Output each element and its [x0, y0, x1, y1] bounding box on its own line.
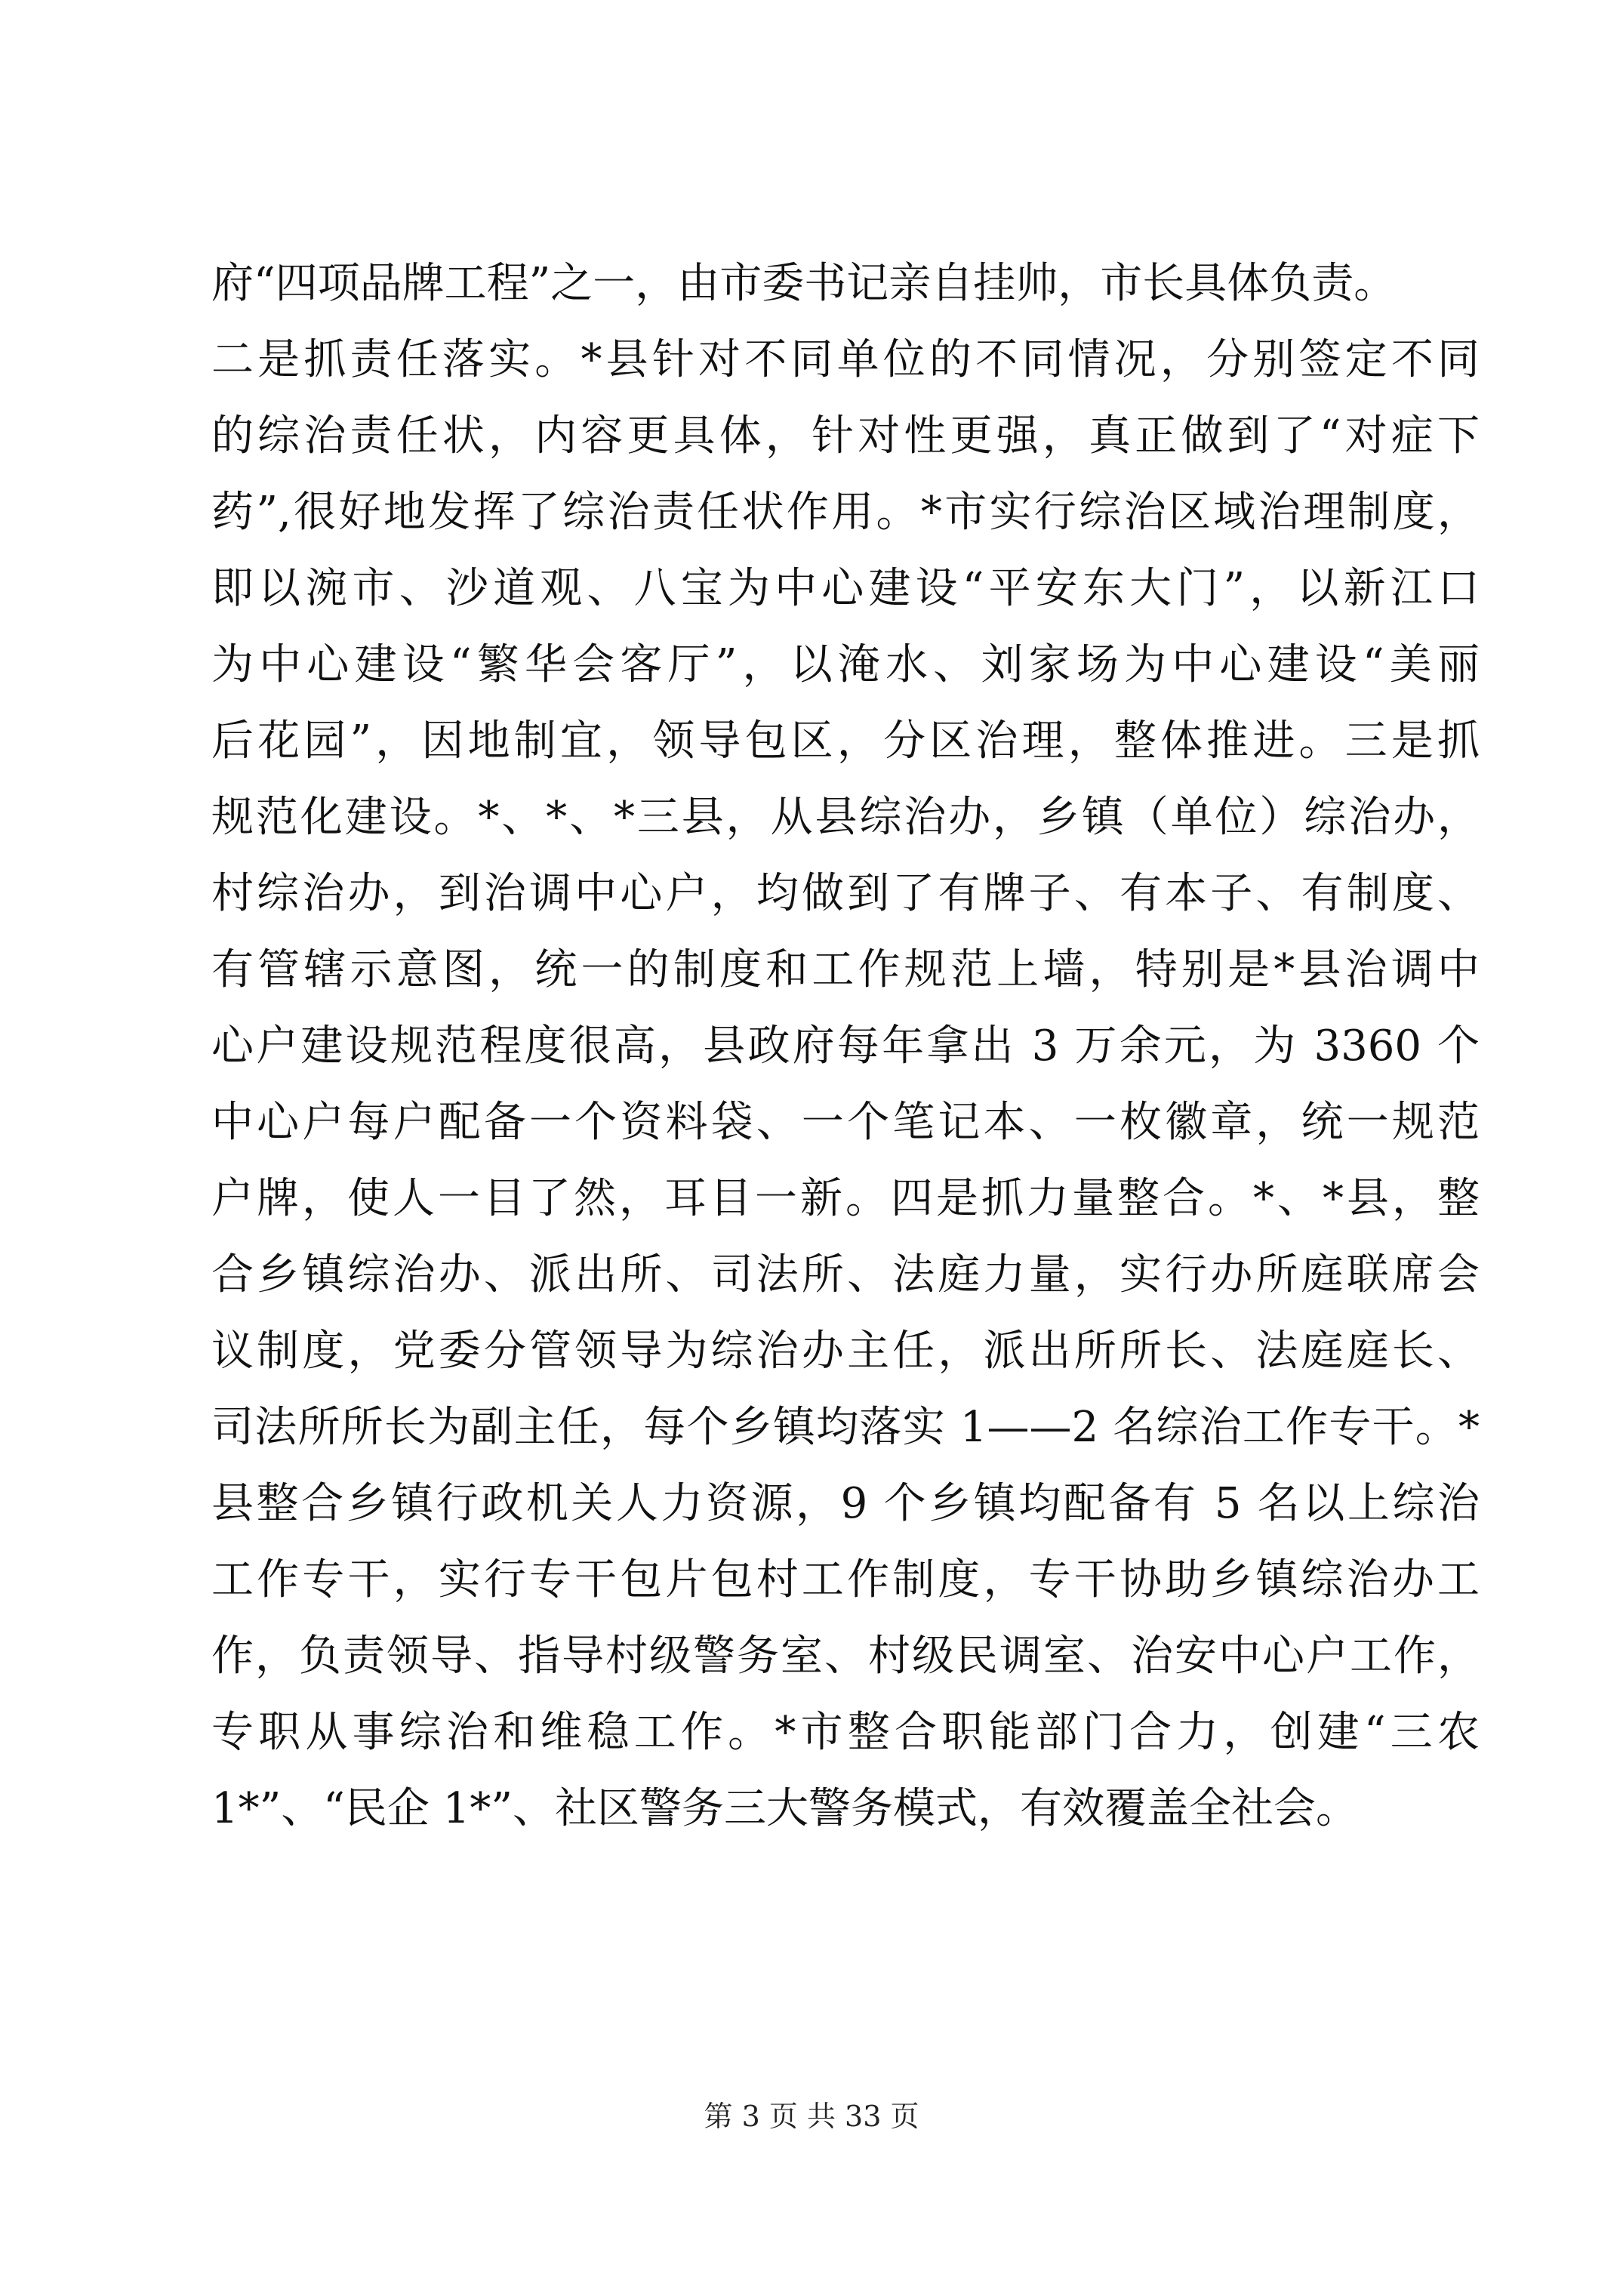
text-line: 规范化建设。*、*、*三县，从县综治办，乡镇（单位）综治办， — [211, 793, 1480, 842]
text-line: 有管辖示意图，统一的制度和工作规范上墙，特别是*县治调中 — [211, 945, 1480, 994]
text-line: 药”,很好地发挥了综治责任状作用。*市实行综治区域治理制度， — [211, 488, 1480, 537]
text-line: 户牌，使人一目了然，耳目一新。四是抓力量整合。*、*县，整 — [211, 1174, 1480, 1223]
text-line: 议制度，党委分管领导为综治办主任，派出所所长、法庭庭长、 — [211, 1327, 1480, 1376]
text-line: 后花园”，因地制宜，领导包区，分区治理，整体推进。三是抓 — [211, 717, 1480, 766]
text-line: 二是抓责任落实。*县针对不同单位的不同情况，分别签定不同 — [211, 335, 1480, 384]
text-line: 作，负责领导、指导村级警务室、村级民调室、治安中心户工作， — [211, 1632, 1480, 1681]
text-line: 府“四项品牌工程”之一，由市委书记亲自挂帅，市长具体负责。 — [211, 259, 1397, 308]
body-text — [211, 245, 1480, 1847]
text-line: 县整合乡镇行政机关人力资源，9 个乡镇均配备有 5 名以上综治 — [211, 1479, 1480, 1528]
text-line: 即以涴市、沙道观、八宝为中心建设“平安东大门”，以新江口 — [211, 564, 1480, 613]
text-line: 司法所所长为副主任，每个乡镇均落实 1——2 名综治工作专干。* — [211, 1403, 1480, 1452]
text-line: 1*”、“民企 1*”、社区警务三大警务模式，有效覆盖全社会。 — [211, 1784, 1358, 1833]
text-line: 专职从事综治和维稳工作。*市整合职能部门合力，创建“三农 — [211, 1708, 1480, 1757]
text-line: 的综治责任状，内容更具体，针对性更强，真正做到了“对症下 — [211, 411, 1480, 461]
text-line: 心户建设规范程度很高，县政府每年拿出 3 万余元，为 3360 个 — [211, 1022, 1480, 1071]
text-line: 工作专干，实行专干包片包村工作制度，专干协助乡镇综治办工 — [211, 1555, 1480, 1604]
text-line: 为中心建设“繁华会客厅”，以淹水、刘家场为中心建设“美丽 — [211, 640, 1480, 689]
text-line: 村综治办，到治调中心户，均做到了有牌子、有本子、有制度、 — [211, 869, 1480, 918]
page-number-footer: 第 3 页 共 33 页 — [704, 2100, 919, 2133]
text-line: 中心户每户配备一个资料袋、一个笔记本、一枚徽章，统一规范 — [211, 1098, 1480, 1147]
text-line: 合乡镇综治办、派出所、司法所、法庭力量，实行办所庭联席会 — [211, 1250, 1480, 1299]
